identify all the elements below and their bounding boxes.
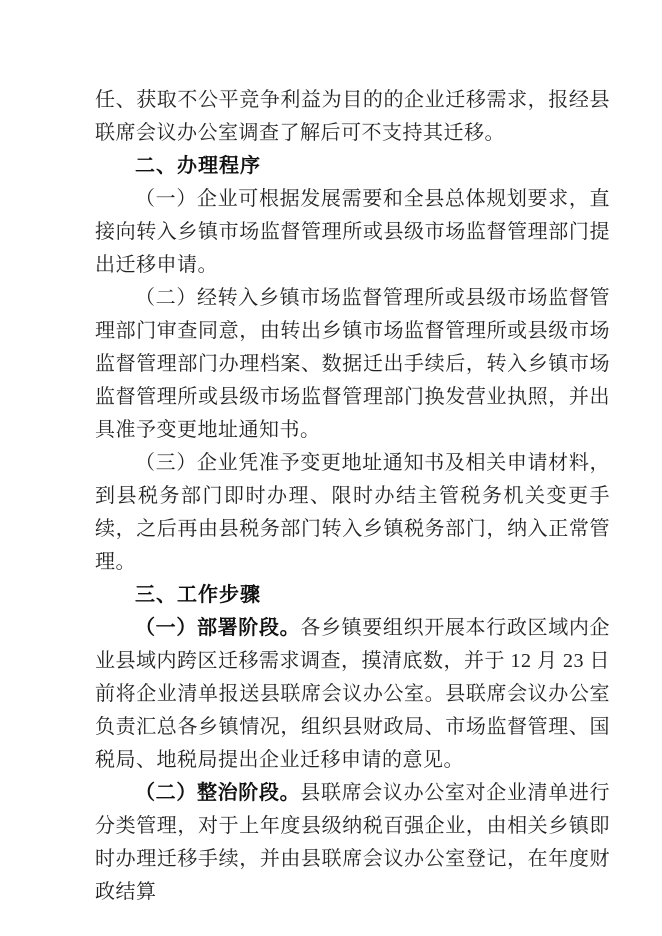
document-text-block <box>95 84 610 909</box>
section-heading-work-steps: 三、工作步骤 <box>135 584 261 606</box>
paragraph-lead-rectification-stage: （二）整治阶段。 <box>135 782 301 804</box>
paragraph-rectification-stage <box>95 777 610 909</box>
paragraph-text-deployment-stage: 各乡镇要组织开展本行政区域内企业县域内跨区迁移需求调查，摸清底数，并于 12 月 23 日前将企业清单报送县联席会议办公室。县联席会议办公室负责汇总各乡镇情况，组织县财政局、市场监督管理、国税局、地税局提出企业迁移申请的意见。 <box>95 617 611 771</box>
paragraph-procedure-item-3: （三）企业凭准予变更地址通知书及相关申请材料，到县税务部门即时办理、限时办结主管税务机关变更手续，之后再由县税务部门转入乡镇税务部门，纳入正常管理。 <box>95 452 610 573</box>
section-heading-handling-procedure: 二、办理程序 <box>135 155 261 177</box>
paragraph-procedure-item-1: （一）企业可根据发展需要和全县总体规划要求，直接向转入乡镇市场监督管理所或县级市场监督管理部门提出迁移申请。 <box>95 188 610 276</box>
paragraph-procedure-item-2: （二）经转入乡镇市场监督管理所或县级市场监督管理部门审查同意，由转出乡镇市场监督管理所或县级市场监督管理部门办理档案、数据迁出手续后，转入乡镇市场监督管理所或县级市场监督管理部门换发营业执照，并出具准予变更地址通知书。 <box>95 287 610 441</box>
paragraph-text-rectification-stage: 县联席会议办公室对企业清单进行分类管理，对于上年度县级纳税百强企业，由相关乡镇即时办理迁移手续，并由县联席会议办公室登记，在年度财政结算 <box>95 782 611 903</box>
paragraph-lead-deployment-stage: （一）部署阶段。 <box>135 617 301 639</box>
paragraph-continued-from-previous-page: 任、获取不公平竞争利益为目的的企业迁移需求，报经县联席会议办公室调查了解后可不支持其迁移。 <box>95 89 610 144</box>
paragraph-deployment-stage <box>95 612 610 777</box>
